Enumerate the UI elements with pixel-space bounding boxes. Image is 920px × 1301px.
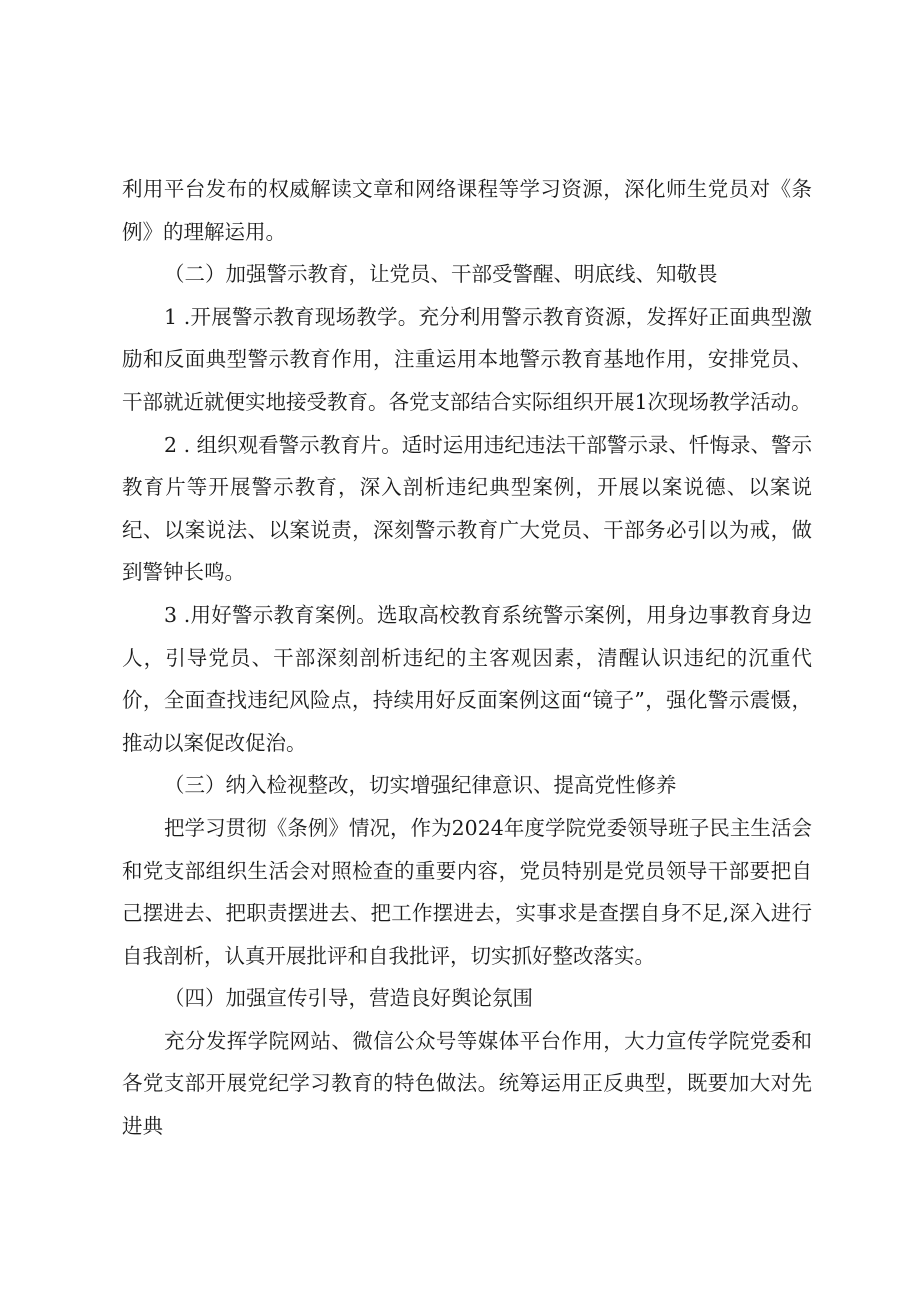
paragraph-continuation: 利用平台发布的权威解读文章和网络课程等学习资源，深化师生党员对《条例》的理解运用。 (122, 177, 812, 244)
section-heading-4: （四）加强宣传引导，营造良好舆论氛围 (164, 986, 533, 1011)
paragraph-rectification: 把学习贯彻《条例》情况，作为2024年度学院党委领导班子民主生活会和党支部组织生活会对照检查的重要内容，党员特别是党员领导干部要把自己摆进去、把职责摆进去、把工作摆进去，实事求是查摆自身不足,深入进行自我剖析，认真开展批评和自我批评，切实抓好整改落实。 (122, 815, 812, 968)
paragraph-publicity: 充分发挥学院网站、微信公众号等媒体平台作用，大力宣传学院党委和各党支部开展党纪学习教育的特色做法。统筹运用正反典型，既要加大对先进典 (122, 1028, 812, 1139)
section-heading-3: （三）纳入检视整改，切实增强纪律意识、提高党性修养 (164, 773, 677, 798)
document-body (122, 168, 812, 1148)
paragraph-item-2: 2 . 组织观看警示教育片。适时运用违纪违法干部警示录、忏悔录、警示教育片等开展警示教育，深入剖析违纪典型案例，开展以案说德、以案说纪、以案说法、以案说责，深刻警示教育广大党员、干部务必引以为戒，做到警钟长鸣。 (122, 432, 812, 585)
paragraph-item-3: 3 .用好警示教育案例。选取高校教育系统警示案例，用身边事教育身边人，引导党员、干部深刻剖析违纪的主客观因素，清醒认识违纪的沉重代价，全面查找违纪风险点，持续用好反面案例这面“镜子”，强化警示震慑，推动以案促改促治。 (122, 602, 812, 755)
section-heading-2: （二）加强警示教育，让党员、干部受警醒、明底线、知敬畏 (164, 262, 718, 287)
paragraph-item-1: 1 .开展警示教育现场教学。充分利用警示教育资源，发挥好正面典型激励和反面典型警示教育作用，注重运用本地警示教育基地作用，安排党员、干部就近就便实地接受教育。各党支部结合实际组织开展1次现场教学活动。 (122, 304, 812, 414)
